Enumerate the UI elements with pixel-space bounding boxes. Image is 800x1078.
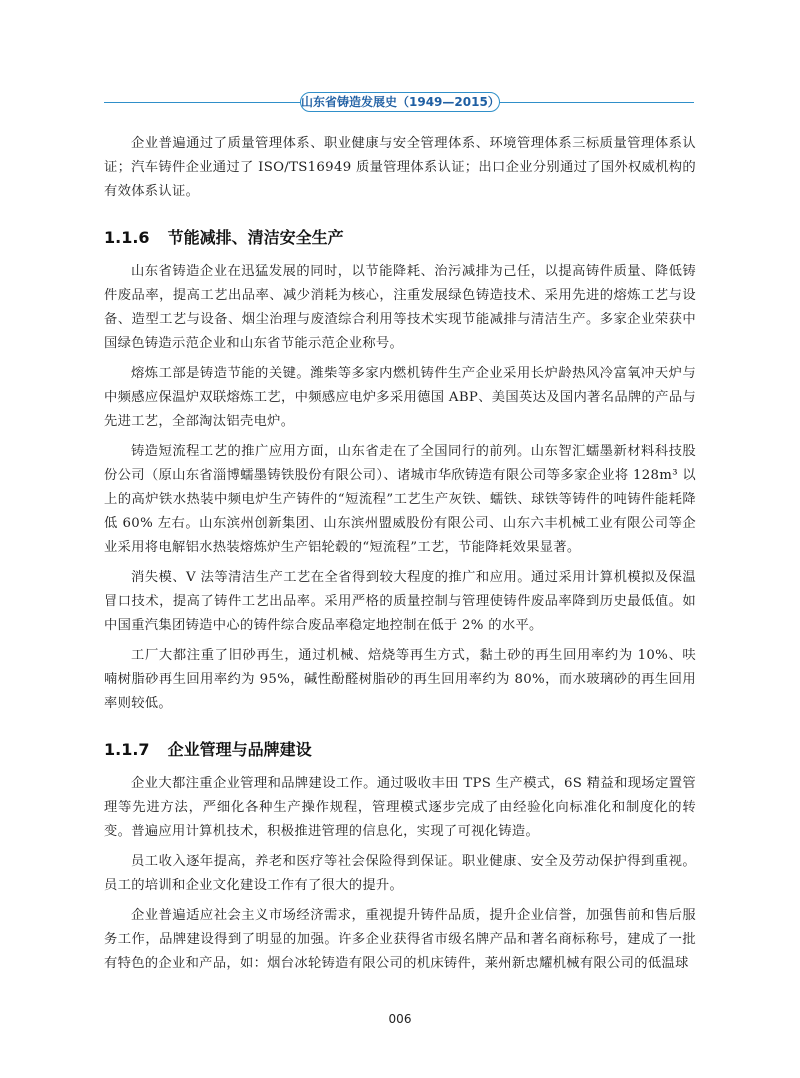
body-paragraph: 熔炼工部是铸造节能的关键。潍柴等多家内燃机铸件生产企业采用长炉龄热风冷富氧冲天炉与中频感应保温炉双联熔炼工艺，中频感应电炉多采用德国 ABP、美国英达及国内著名品牌的产品与先进工艺，全部淘汰铝壳电炉。 <box>104 366 696 429</box>
book-title: 山东省铸造发展史（1949—2015） <box>300 92 500 112</box>
body-paragraph: 企业普遍通过了质量管理体系、职业健康与安全管理体系、环境管理体系三标质量管理体系认证；汽车铸件企业通过了 ISO/TS16949 质量管理体系认证；出口企业分别通过了国外权威机构的有效体系认证。 <box>104 136 696 199</box>
section-number: 1.1.6 <box>104 228 150 247</box>
section-title: 节能减排、清洁安全生产 <box>167 228 344 247</box>
section-title: 企业管理与品牌建设 <box>167 740 312 759</box>
body-paragraph: 铸造短流程工艺的推广应用方面，山东省走在了全国同行的前列。山东智汇蠕墨新材料科技股份公司（原山东省淄博蠕墨铸铁股份有限公司）、诸城市华欣铸造有限公司等多家企业将 128m³ 以上的高炉铁水热装中频电炉生产铸件的“短流程”工艺生产灰铁、蠕铁、球铁等铸件的吨铸件能耗降低 60% 左右。山东滨州创新集团、山东滨州盟威股份有限公司、山东六丰机械工业有限公司等企业采用将电解铝水热装熔炼炉生产铝轮毂的“短流程”工艺，节能降耗效果显著。 <box>104 444 696 555</box>
body-paragraph: 山东省铸造企业在迅猛发展的同时，以节能降耗、治污减排为己任，以提高铸件质量、降低铸件废品率，提高工艺出品率、减少消耗为核心，注重发展绿色铸造技术、采用先进的熔炼工艺与设备、造型工艺与设备、烟尘治理与废渣综合利用等技术实现节能减排与清洁生产。多家企业荣获中国绿色铸造示范企业和山东省节能示范企业称号。 <box>104 264 696 351</box>
page-number: 006 <box>388 1012 412 1026</box>
body-paragraph: 企业普遍适应社会主义市场经济需求，重视提升铸件品质，提升企业信誉，加强售前和售后服务工作，品牌建设得到了明显的加强。许多企业获得省市级名牌产品和著名商标称号，建成了一批有特色的企业和产品，如：烟台冰轮铸造有限公司的机床铸件，莱州新忠耀机械有限公司的低温球 <box>104 908 696 971</box>
body-paragraph: 工厂大都注重了旧砂再生，通过机械、焙烧等再生方式，黏土砂的再生回用率约为 10%、呋喃树脂砂再生回用率约为 95%，碱性酚醛树脂砂的再生回用率约为 80%，而水玻璃砂的再生回用率则较低。 <box>104 648 696 711</box>
body-paragraph: 员工收入逐年提高，养老和医疗等社会保险得到保证。职业健康、安全及劳动保护得到重视。员工的培训和企业文化建设工作有了很大的提升。 <box>104 854 696 893</box>
section-number: 1.1.7 <box>104 740 150 759</box>
body-paragraph: 消失模、V 法等清洁生产工艺在全省得到较大程度的推广和应用。通过采用计算机模拟及保温冒口技术，提高了铸件工艺出品率。采用严格的质量控制与管理使铸件废品率降到历史最低值。如中国重汽集团铸造中心的铸件综合废品率稳定地控制在低于 2% 的水平。 <box>104 570 696 633</box>
body-paragraph: 企业大都注重企业管理和品牌建设工作。通过吸收丰田 TPS 生产模式，6S 精益和现场定置管理等先进方法，严细化各种生产操作规程，管理模式逐步完成了由经验化向标准化和制度化的转变。普遍应用计算机技术，积极推进管理的信息化，实现了可视化铸造。 <box>104 776 696 839</box>
section-heading-1-1-6 <box>104 226 696 250</box>
running-header <box>104 92 694 114</box>
page-body <box>104 132 696 976</box>
section-heading-1-1-7 <box>104 738 696 762</box>
